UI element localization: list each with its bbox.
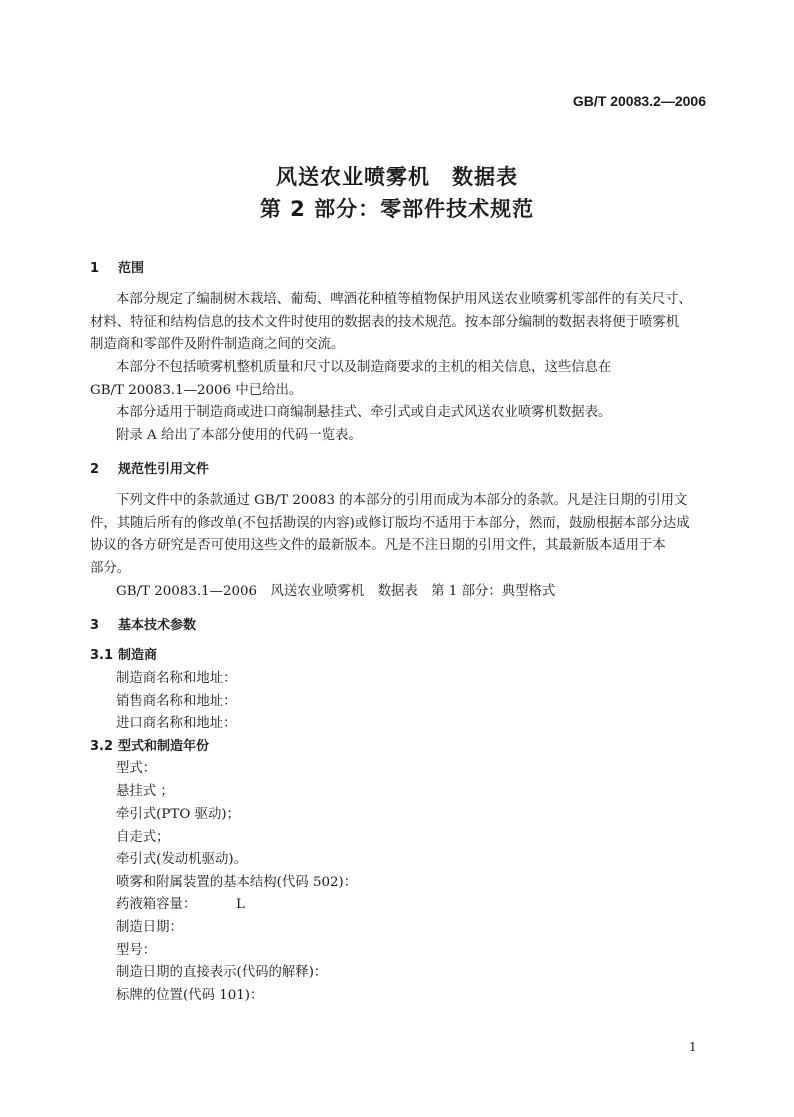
field-label: 喷雾和附属装置的基本结构(代码 502)： [116, 875, 358, 890]
paragraph-line: 本部分不包括喷雾机整机质量和尺寸以及制造商要求的主机的相关信息，这些信息在 [116, 360, 612, 375]
paragraph-line: 件，其随后所有的修改单(不包括勘误的内容)或修订版均不适用于本部分，然而，鼓励根据本部分达成 [90, 516, 690, 531]
paragraph-line: 附录 A 给出了本部分使用的代码一览表。 [116, 428, 362, 443]
field-label: 型式： [116, 761, 157, 776]
document-subtitle: 第 2 部分：零部件技术规范 [259, 197, 535, 221]
tank-capacity-unit: L [236, 897, 245, 912]
paragraph-line: 本部分适用于制造商或进口商编制悬挂式、牵引式或自走式风送农业喷雾机数据表。 [116, 405, 612, 420]
field-label: 制造商名称和地址： [116, 671, 237, 686]
field-label: 制造日期： [116, 920, 183, 935]
standard-code: GB/T 20083.2—2006 [572, 93, 706, 109]
paragraph-line: 部分。 [90, 561, 131, 576]
page-number: 1 [689, 1040, 697, 1054]
subsection-number: 3.1 [90, 648, 114, 663]
field-label: 牵引式(发动机驱动)。 [116, 852, 247, 867]
field-label: 牵引式(PTO 驱动)； [116, 807, 240, 822]
field-label: 悬挂式 ； [116, 784, 174, 799]
subsection-number: 3.2 [90, 739, 114, 754]
subsection-3-1-heading [90, 647, 157, 665]
subsection-3-2-heading [90, 738, 209, 756]
section-3-heading [90, 617, 196, 635]
section-1-heading [90, 260, 144, 278]
paragraph-line: 协议的各方研究是否可使用这些文件的最新版本。凡是不注日期的引用文件，其最新版本适用于本 [90, 538, 666, 553]
section-title: 基本技术参数 [118, 618, 197, 633]
section-number: 3 [90, 618, 100, 633]
field-label: 销售商名称和地址： [116, 694, 237, 709]
document-title: 风送农业喷雾机 数据表 [276, 165, 518, 189]
paragraph-line: 下列文件中的条款通过 GB/T 20083 的本部分的引用而成为本部分的条款。凡是注日期的引用文 [116, 493, 688, 508]
section-2-heading [90, 461, 209, 479]
section-title: 范围 [118, 261, 145, 276]
paragraph-line: 本部分规定了编制树木栽培、葡萄、啤酒花种植等植物保护用风送农业喷雾机零部件的有关尺寸、 [116, 292, 692, 307]
subsection-title: 制造商 [118, 648, 158, 663]
section-title: 规范性引用文件 [118, 462, 210, 477]
field-label: 型号： [116, 943, 157, 958]
section-number: 1 [90, 261, 100, 276]
paragraph-line: 材料、特征和结构信息的技术文件时使用的数据表的技术规范。按本部分编制的数据表将便于喷雾机 [90, 315, 680, 330]
normative-reference: GB/T 20083.1—2006 风送农业喷雾机 数据表 第 1 部分：典型格式 [116, 584, 556, 599]
field-label: 自走式； [116, 830, 170, 845]
subsection-title: 型式和制造年份 [118, 739, 210, 754]
paragraph-line: GB/T 20083.1—2006 中已给出。 [90, 383, 303, 398]
section-number: 2 [90, 462, 100, 477]
field-label: 制造日期的直接表示(代码的解释)： [116, 965, 328, 980]
field-label: 进口商名称和地址： [116, 716, 237, 731]
field-label: 标牌的位置(代码 101)： [116, 988, 264, 1003]
field-label: 药液箱容量： [116, 897, 197, 912]
paragraph-line: 制造商和零部件及附件制造商之间的交流。 [90, 337, 345, 352]
